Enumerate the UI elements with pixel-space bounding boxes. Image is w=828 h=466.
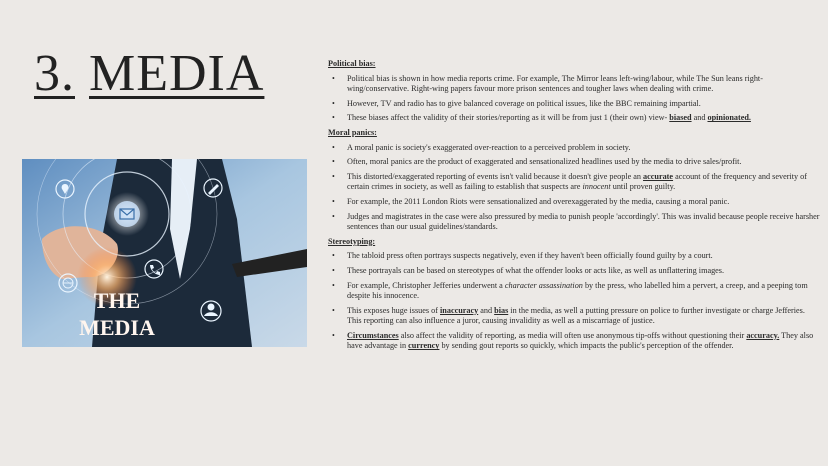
keyword-biased: biased [669,113,692,123]
list-item: • A moral panic is society's exaggerated over-reaction to a perceived problem in society. [328,143,821,154]
stereotyping-list [328,251,821,352]
list-item: • For example, the 2011 London Riots were sensationalized and overexaggerated by the media, causing a moral panic. [328,197,821,208]
keyword-inaccuracy: inaccuracy [440,305,479,315]
list-item: • For example, Christopher Jefferies underwent a character assassination by the press, who labelled him a pervert, a creep, and a peeping tom despite his innocence. [328,281,821,302]
keyword-currency: currency [408,341,440,351]
keyword-innocent: innocent [582,182,611,192]
keyword-bias: bias [494,305,509,315]
title-number: 3. [34,45,75,102]
list-item: • Often, moral panics are the product of exaggerated and sensationalized headlines used by the media to drive sales/profit. [328,157,821,168]
list-item: • Circumstances also affect the validity of reporting, as media will often use anonymous tip-offs without questioning their accuracy. They also have advantage in currency by sending gout reports so quickly, which impacts the public's perception of the offender. [328,331,821,352]
media-stock-photo [22,159,307,347]
list-item: • The tabloid press often portrays suspects negatively, even if they haven't been officially found guilty by a court. [328,251,821,262]
keyword-accuracy: accuracy. [746,330,780,340]
title-word: MEDIA [89,45,265,102]
list-item: • This exposes huge issues of inaccuracy and bias in the media, as well a putting pressure on police to further investigate or charge Jefferies. This reporting can also influence a juror, causing invalidity as well as a miscarriage of justice. [328,306,821,327]
image-text-media: MEDIA [79,315,155,340]
list-item: • Political bias is shown in how media reports crime. For example, The Mirror leans left-wing/labour, while The Sun leans right-wing/conservative. Right-wing papers favour more prison sentences and tougher laws when dealing with crime. [328,74,821,95]
keyword-character-assassination: character assassination [504,280,583,290]
political-bias-heading: Political bias: [328,59,376,68]
list-item: • This distorted/exaggerated reporting of events isn't valid because it doesn't give people an accurate account of the frequency and severity of certain crimes in society, as well as failing to establish that suspects are innocent until proven guilty. [328,172,821,193]
moral-panics-heading: Moral panics: [328,127,377,137]
slide-title [34,45,265,102]
political-bias-list [328,74,821,124]
content-column [328,59,821,356]
stereotyping-heading: Stereotyping: [328,236,376,246]
list-item: • These portrayals can be based on stereotypes of what the offender looks or acts like, as well as unflattering images. [328,266,821,277]
mail-icon [114,201,140,227]
keyword-circumstances: Circumstances [347,330,399,340]
keyword-opinionated: opinionated. [707,113,751,123]
image-text-the: THE [93,288,141,313]
list-item: • Judges and magistrates in the case were also pressured by media to punish people 'accordingly'. This was invalid because people receive harsher sentences than our usual guidelines/standards. [328,212,821,233]
moral-panics-list [328,143,821,233]
list-item: • These biases affect the validity of their stories/reporting as it will be from just 1 (their own) view- biased and opinionated. [328,113,821,124]
list-item: • However, TV and radio has to give balanced coverage on political issues, like the BBC remaining impartial. [328,99,821,110]
keyword-accurate: accurate [643,171,674,181]
